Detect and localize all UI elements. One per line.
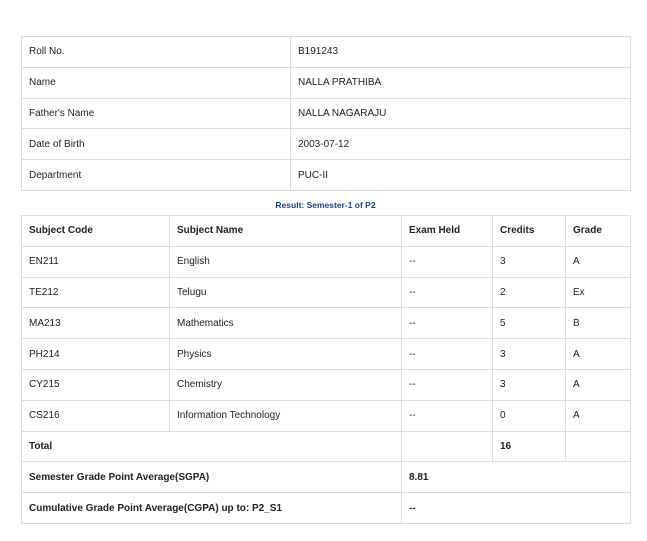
subject-code: CY215 xyxy=(22,369,170,400)
grade: A xyxy=(566,369,631,400)
result-table xyxy=(21,215,631,524)
dept-value: PUC-II xyxy=(291,160,631,191)
name-value: NALLA PRATHIBA xyxy=(291,67,631,98)
roll-value: B191243 xyxy=(291,37,631,68)
student-info-table xyxy=(21,36,631,191)
credits: 0 xyxy=(493,400,566,431)
table-row xyxy=(22,277,631,308)
result-caption: Result: Semester-1 of P2 xyxy=(275,199,376,210)
table-row xyxy=(22,246,631,277)
subject-name: Mathematics xyxy=(170,308,402,339)
header-subject-code: Subject Code xyxy=(22,215,170,246)
exam-held: -- xyxy=(402,277,493,308)
result-sheet xyxy=(21,36,630,524)
exam-held: -- xyxy=(402,308,493,339)
header-grade: Grade xyxy=(566,215,631,246)
name-label: Name xyxy=(22,67,291,98)
exam-held: -- xyxy=(402,246,493,277)
table-row xyxy=(22,129,631,160)
grade: Ex xyxy=(566,277,631,308)
table-row xyxy=(22,160,631,191)
total-row xyxy=(22,431,631,462)
cgpa-row xyxy=(22,493,631,524)
roll-label: Roll No. xyxy=(22,37,291,68)
subject-name: Physics xyxy=(170,339,402,370)
subject-name: Telugu xyxy=(170,277,402,308)
grade: A xyxy=(566,246,631,277)
exam-held: -- xyxy=(402,339,493,370)
grade: A xyxy=(566,339,631,370)
table-row xyxy=(22,308,631,339)
subject-code: MA213 xyxy=(22,308,170,339)
subject-code: EN211 xyxy=(22,246,170,277)
sgpa-row xyxy=(22,462,631,493)
father-label: Father's Name xyxy=(22,98,291,129)
table-row xyxy=(22,339,631,370)
dept-label: Department xyxy=(22,160,291,191)
dob-label: Date of Birth xyxy=(22,129,291,160)
grade: B xyxy=(566,308,631,339)
table-row xyxy=(22,369,631,400)
table-row xyxy=(22,98,631,129)
father-value: NALLA NAGARAJU xyxy=(291,98,631,129)
header-exam-held: Exam Held xyxy=(402,215,493,246)
subject-name: Information Technology xyxy=(170,400,402,431)
total-credits: 16 xyxy=(493,431,566,462)
credits: 3 xyxy=(493,339,566,370)
header-credits: Credits xyxy=(493,215,566,246)
sgpa-label: Semester Grade Point Average(SGPA) xyxy=(22,462,402,493)
table-row xyxy=(22,67,631,98)
subject-name: Chemistry xyxy=(170,369,402,400)
subject-name: English xyxy=(170,246,402,277)
credits: 3 xyxy=(493,246,566,277)
exam-held: -- xyxy=(402,400,493,431)
dob-value: 2003-07-12 xyxy=(291,129,631,160)
subject-code: PH214 xyxy=(22,339,170,370)
table-row xyxy=(22,37,631,68)
exam-held: -- xyxy=(402,369,493,400)
subject-code: CS216 xyxy=(22,400,170,431)
total-exam-empty xyxy=(402,431,493,462)
sgpa-value: 8.81 xyxy=(402,462,631,493)
credits: 2 xyxy=(493,277,566,308)
total-grade-empty xyxy=(566,431,631,462)
credits: 5 xyxy=(493,308,566,339)
subject-code: TE212 xyxy=(22,277,170,308)
grade: A xyxy=(566,400,631,431)
total-label: Total xyxy=(22,431,402,462)
table-row xyxy=(22,400,631,431)
cgpa-label: Cumulative Grade Point Average(CGPA) up to: P2_S1 xyxy=(22,493,402,524)
header-row xyxy=(22,215,631,246)
cgpa-value: -- xyxy=(402,493,631,524)
credits: 3 xyxy=(493,369,566,400)
header-subject-name: Subject Name xyxy=(170,215,402,246)
